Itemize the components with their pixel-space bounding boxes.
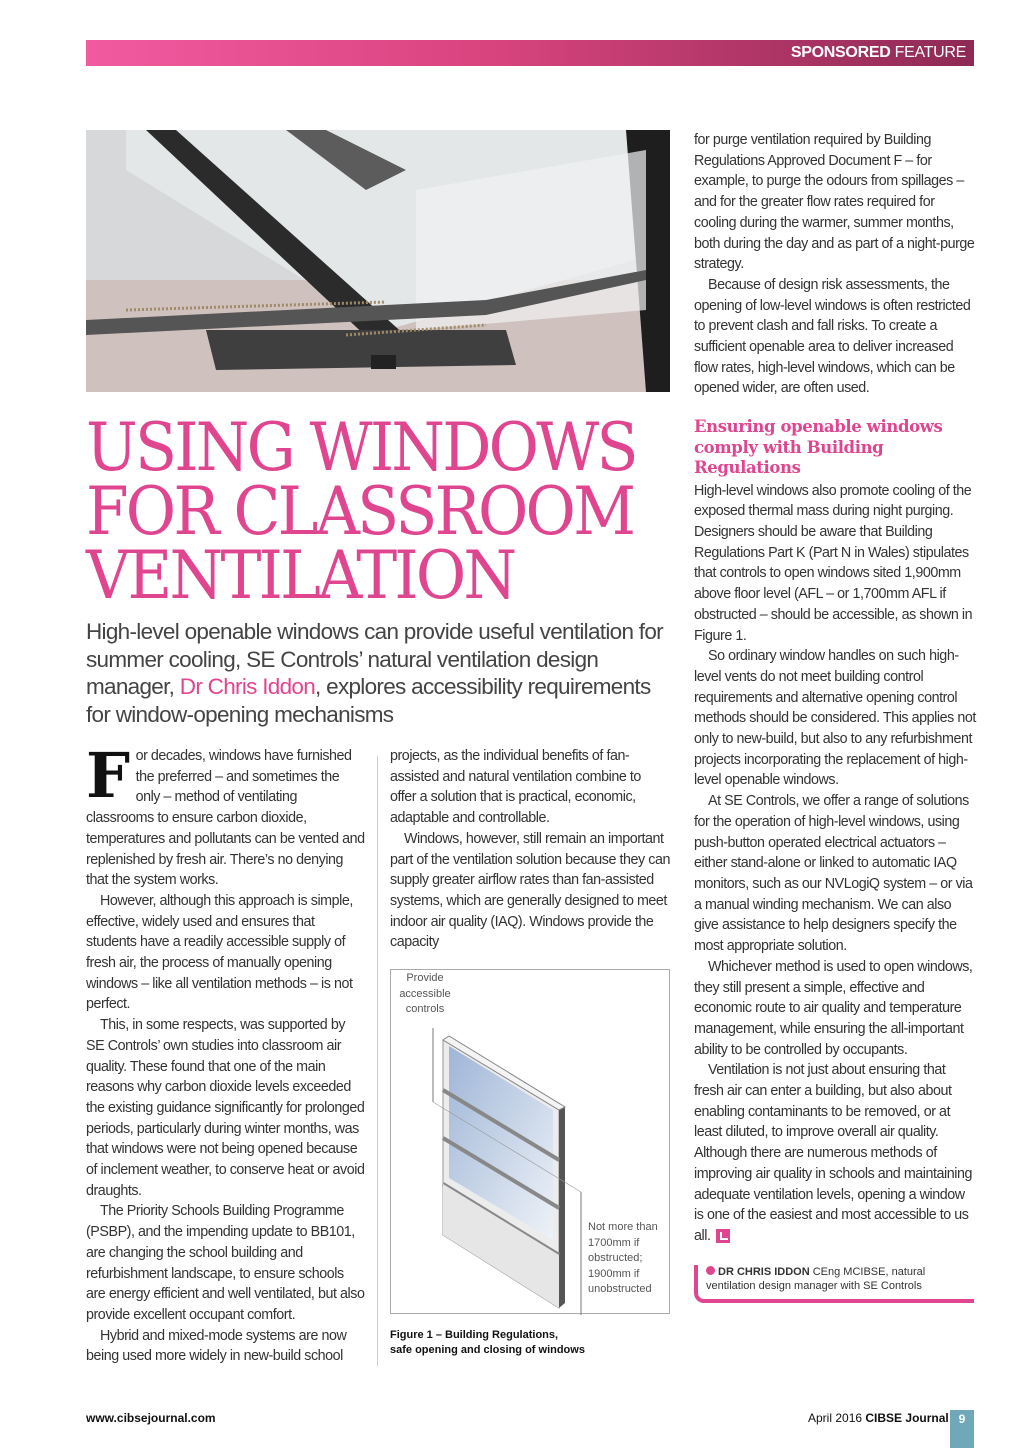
- paragraph: [694, 1060, 976, 1246]
- paragraph-text: Ventilation is not just about ensuring that fresh air can enter a building, but also about enabling contaminants to be removed, or at least diluted, to improve overall air quality. Although there are numerous methods of improving air quality in schools and maintaining adequate ventilation levels, opening a window is one of the easiest and most accessible to us all.: [694, 1062, 972, 1244]
- left-content-area: [86, 409, 670, 1367]
- standfirst-text: , explores accessibility requirements for window-opening mechanisms: [86, 674, 651, 727]
- body-column-2: [390, 746, 670, 1358]
- title-line: USING WINDOWS: [86, 409, 636, 486]
- sponsored-label: SPONSORED: [790, 44, 891, 61]
- paragraph: High-level windows also promote cooling of the exposed thermal mass during night purging. Designers should be aware that Building Regulations Part K (Part N in Wales) stipulates that controls to open windows sited 1,900mm above floor level (AFL – or 1,700mm AFL if obstructed – should be accessible, as shown in Figure 1.: [694, 482, 973, 644]
- body-column-1: [86, 739, 366, 1367]
- paragraph: Windows, however, still remain an important part of the ventilation solution because they can supply greater airflow rates than fan-assisted systems, which are generally designed to meet indoor air quality (IAQ). Windows provide the capacity: [390, 830, 670, 951]
- section-subheading: Ensuring openable windows comply with Building Regulations: [694, 417, 943, 478]
- paragraph: Whichever method is used to open windows, they still present a simple, effective and economic route to air quality and temperature management, while ensuring the all-important ability to be controlled by occupants.: [694, 958, 973, 1058]
- column-divider: [377, 756, 378, 1366]
- author-name-highlight: Dr Chris Iddon: [179, 674, 316, 699]
- paragraph: At SE Controls, we offer a range of solutions for the operation of high-level windows, using push-button operated electrical actuators – either stand-alone or linked to automatic IAQ monitors, such as our NVLogiQ system – or via a manual winding mechanism. We can also give assistance to help designers specify the most appropriate solution.: [694, 793, 973, 955]
- standfirst: [86, 618, 670, 728]
- feature-label: FEATURE: [894, 44, 966, 61]
- paragraph: Because of design risk assessments, the opening of low-level windows is often restricted to prevent clash and fall risks. To create a sufficient openable area to deliver increased flow rates, high-level windows, which can be opened wider, are often used.: [694, 276, 971, 397]
- bullet-icon: [706, 1266, 715, 1275]
- figure-label-controls: Provide accessible controls: [399, 972, 451, 1016]
- paragraph: The Priority Schools Building Programme (PSBP), and the impending update to BB101, are changing the school building and refurbishment landscape, to ensure schools are energy efficient and well ventilated, but also provide excellent occupant comfort.: [86, 1203, 365, 1323]
- caption-line: safe opening and closing of windows: [390, 1344, 585, 1357]
- caption-line: Figure 1 – Building Regulations,: [390, 1329, 559, 1342]
- paragraph: for purge ventilation required by Building Regulations Approved Document F – for example, to purge the odours from spillages – and for the greater flow rates required for cooling during the warmer, summer months, both during the day and as part of a night-purge strategy.: [694, 132, 975, 273]
- figure-caption: [390, 1328, 670, 1358]
- title-line: VENTILATION: [86, 537, 515, 614]
- paragraph: However, although this approach is simple, effective, widely used and ensures that students have a readily accessible supply of fresh air, the process of manually opening windows – like all ventilation methods – is not perfect.: [86, 892, 353, 1013]
- article-title: [86, 409, 670, 614]
- figure-label-height: Not more than 1700mm if obstructed; 1900mm if unobstructed: [588, 1221, 658, 1296]
- author-details: CEng MCIBSE, natural ventilation design manager with SE Controls: [706, 1265, 926, 1292]
- paragraph-text: or decades, windows have furnished the preferred – and sometimes the only – method of ventilating classrooms to ensure carbon dioxide, temperatures and pollutants can be vented and replenished by fresh air. There’s no denying that the system works.: [86, 748, 365, 889]
- body-columns: [86, 739, 670, 1367]
- issue-date: April 2016: [808, 1411, 863, 1425]
- paragraph: So ordinary window handles on such high-level vents do not meet building control requirements and alternative opening control methods should be considered. This applies not only to new-build, but also to any refurbishment projects incorporating the replacement of high-level openable windows.: [694, 648, 976, 789]
- paragraph: This, in some respects, was supported by SE Controls’ own studies into classroom air quality. These found that one of the main reasons why carbon dioxide levels exceeded the existing guidance significantly for prolonged periods, particularly during winter months, was that windows were not being opened because of inclement weather, to conserve heat or avoid draughts.: [86, 1017, 365, 1199]
- section-banner: [86, 40, 974, 66]
- drop-cap: F: [86, 739, 130, 812]
- end-mark-icon: [716, 1229, 730, 1243]
- page-number: 9: [950, 1410, 974, 1448]
- window-photo: [86, 130, 670, 392]
- footer-website-link[interactable]: www.cibsejournal.com: [86, 1411, 216, 1425]
- author-box: [694, 1265, 974, 1303]
- journal-name: CIBSE Journal: [865, 1411, 949, 1425]
- title-line: FOR CLASSROOM: [86, 473, 634, 550]
- paragraph: [86, 739, 366, 891]
- footer-issue: [808, 1411, 949, 1425]
- figure-1: [390, 969, 670, 1314]
- body-column-3: [694, 130, 976, 1303]
- paragraph: Hybrid and mixed-mode systems are now being used more widely in new-build school: [86, 1327, 347, 1365]
- standfirst-text: High-level openable windows can provide useful ventilation for summer cooling, SE Controls’ natural ventilation design manager,: [86, 619, 663, 699]
- paragraph: projects, as the individual benefits of fan-assisted and natural ventilation combine to offer a solution that is practical, economic, adaptable and controllable.: [390, 748, 641, 827]
- author-name: DR CHRIS IDDON: [718, 1265, 810, 1278]
